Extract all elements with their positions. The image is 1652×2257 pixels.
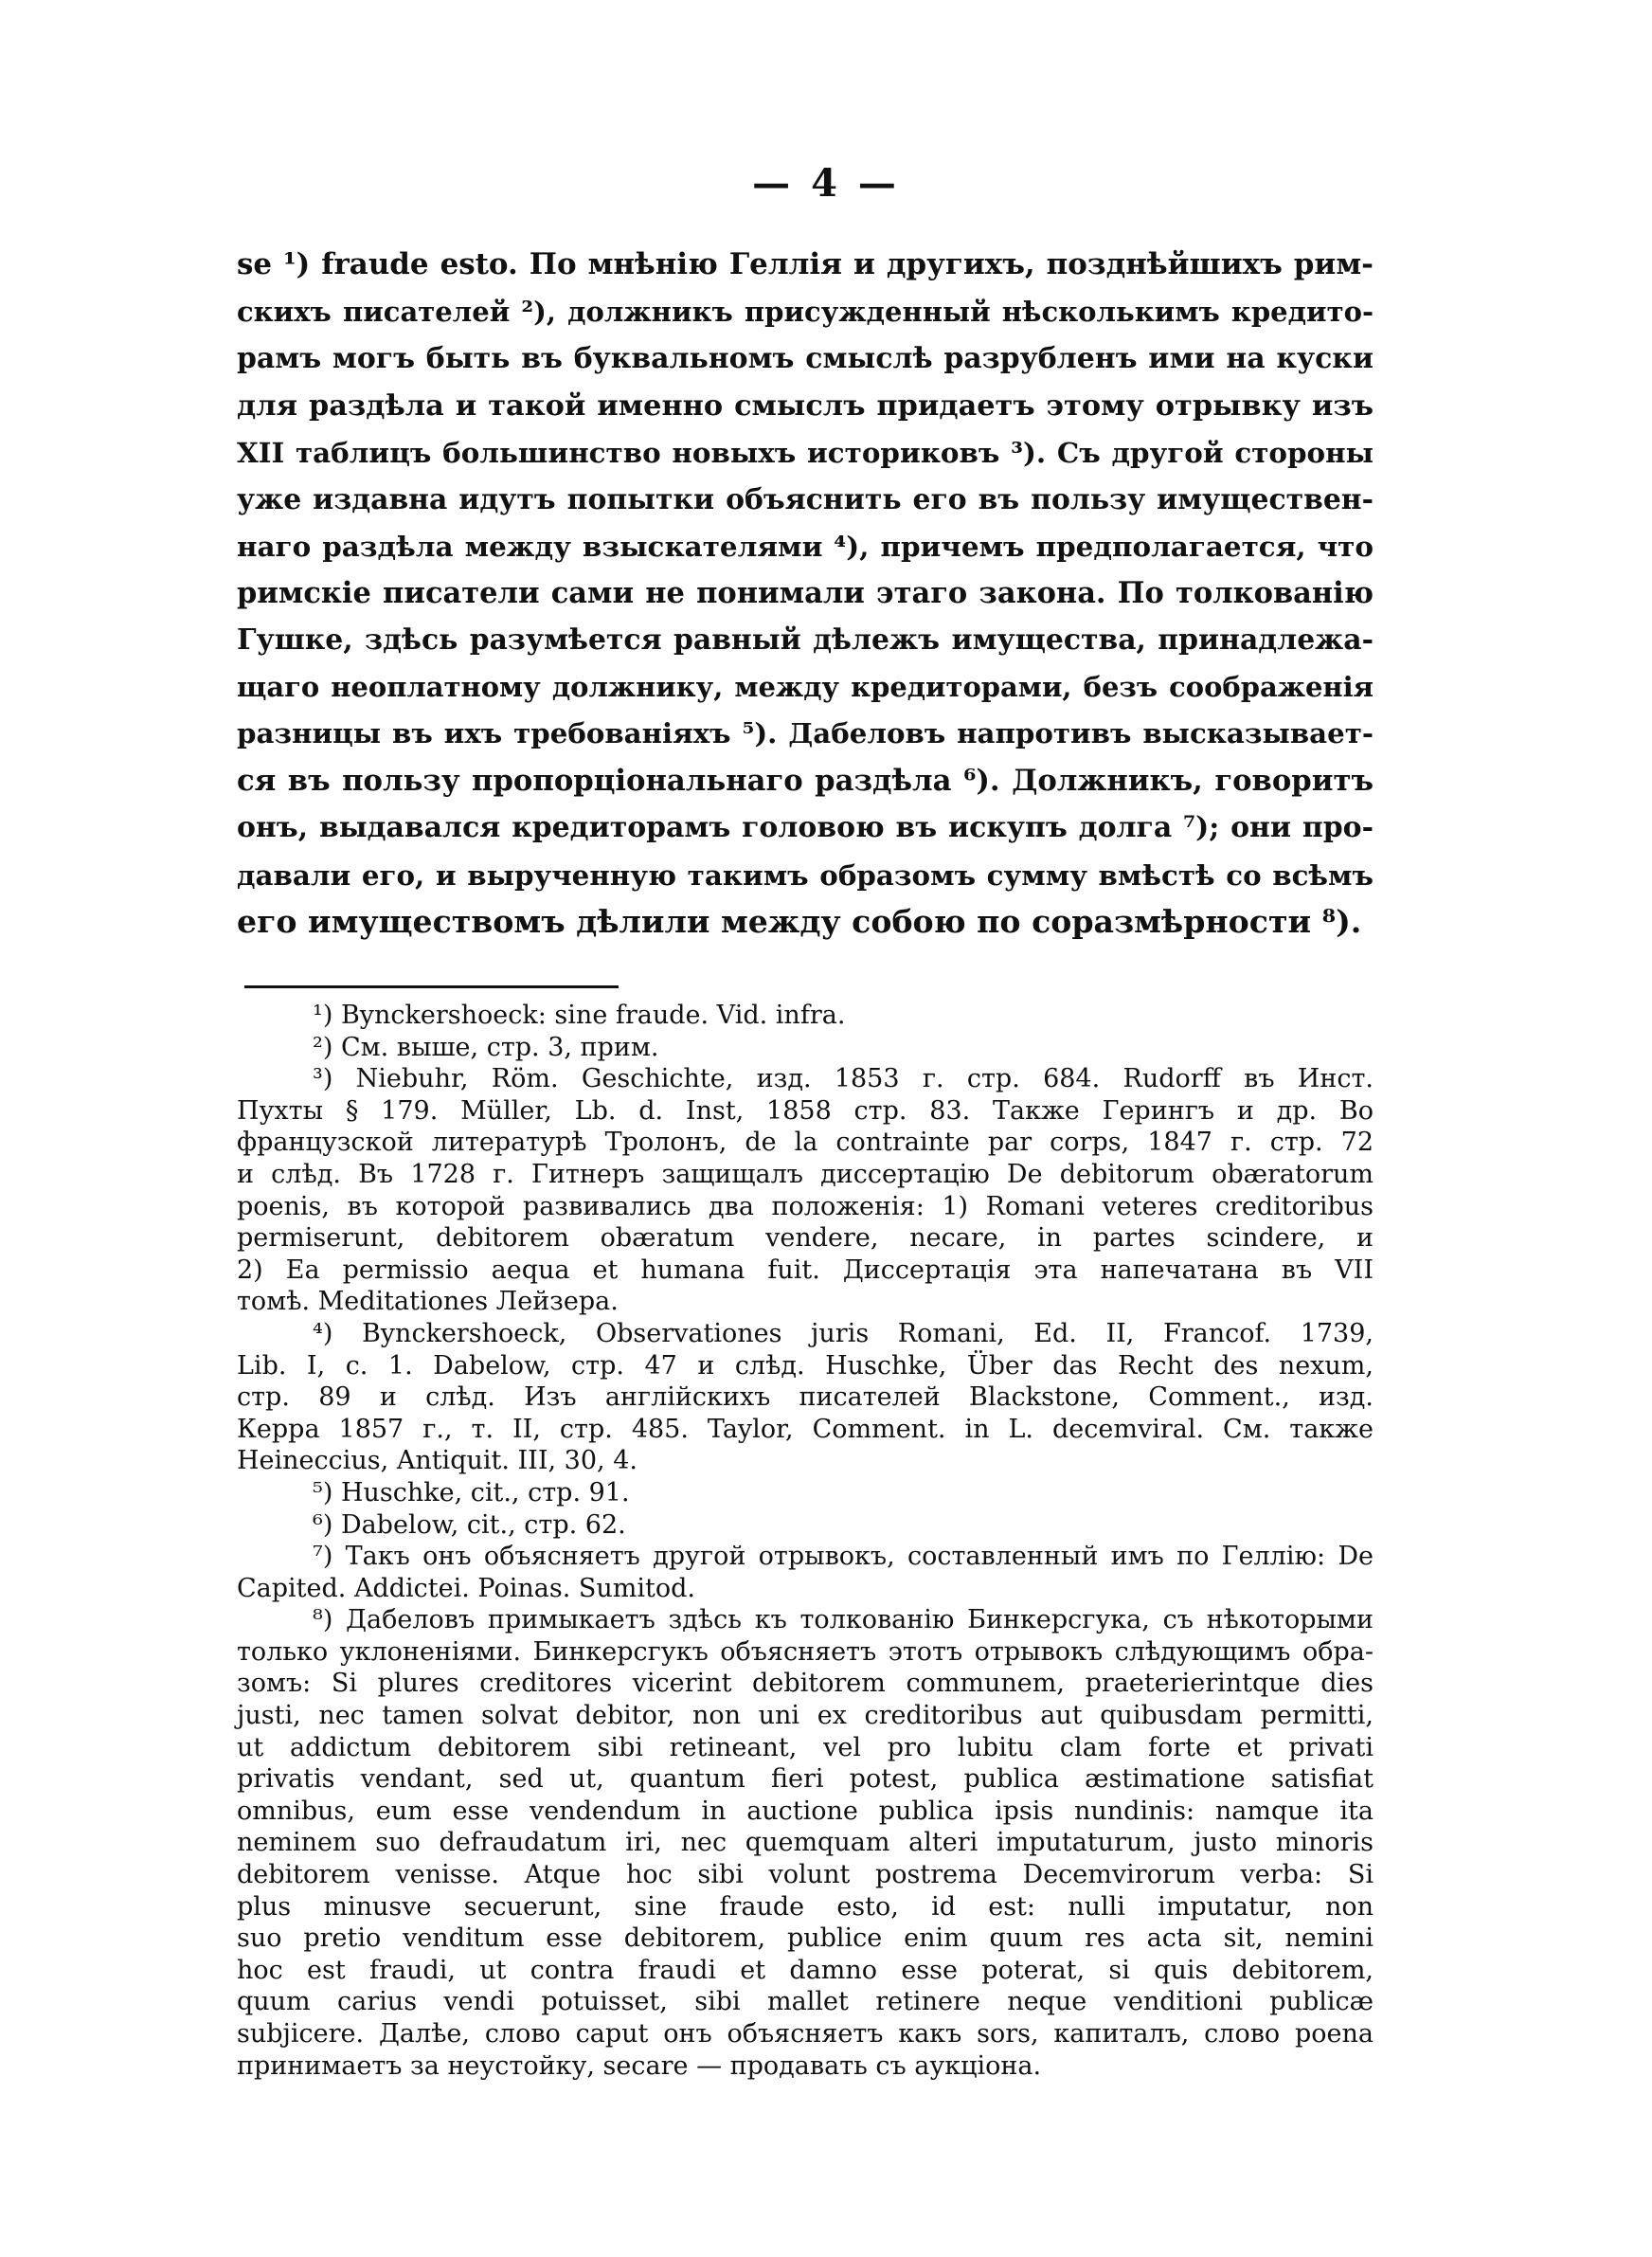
main-text-line: онъ, выдавался кредиторамъ головою въ искупъ долга ⁷); они про- xyxy=(237,811,1374,844)
footnote-line: только уклоненіями. Бинкерсгукъ объясняетъ этотъ отрывокъ слѣдующимъ обра- xyxy=(237,1636,1374,1667)
footnote-line: томѣ. Meditationes Лейзера. xyxy=(237,1287,619,1317)
footnote-line: ²) См. выше, стр. 3, прим. xyxy=(313,1032,659,1062)
footnote-line: debitorem venisse. Atque hoc sibi volunt postrema Decemvirorum verba: Si xyxy=(237,1860,1374,1890)
main-text-line: XII таблицъ большинство новыхъ историковъ ³). Съ другой стороны xyxy=(237,436,1374,469)
footnote-line: neminem suo defraudatum iri, nec quemquam alteri imputaturum, justo minoris xyxy=(237,1828,1374,1858)
footnote-line: Lib. I, c. 1. Dabelow, стр. 47 и слѣд. Huschke, Über das Recht des nexum, xyxy=(237,1350,1374,1381)
main-text-line: щаго неоплатному должнику, между кредиторами, безъ соображенія xyxy=(237,670,1374,703)
main-text-line: давали его, и вырученную такимъ образомъ сумму вмѣстѣ со всѣмъ xyxy=(237,858,1374,892)
footnote-line: ⁶) Dabelow, cit., стр. 62. xyxy=(313,1509,626,1540)
footnote-line: ut addictum debitorem sibi retineant, vel pro lubitu clam forte et privati xyxy=(237,1732,1374,1762)
main-text-line: наго раздѣла между взыскателями ⁴), причемъ предполагается, что xyxy=(237,530,1374,563)
footnote-line: ³) Niebuhr, Röm. Geschichte, изд. 1853 г. стр. 684. Rudorff въ Инст. xyxy=(313,1064,1374,1094)
footnote-line: ⁸) Дабеловъ примыкаетъ здѣсь къ толкованію Бинкерсгука, съ нѣкоторыми xyxy=(313,1605,1374,1635)
footnote-line: ¹) Bynckershoeck: sine fraude. Vid. infra. xyxy=(313,1001,846,1030)
footnote-line: quum carius vendi potuisset, sibi mallet retinere neque venditioni publicæ xyxy=(237,1987,1374,2017)
main-text-line: его имуществомъ дѣлили между собою по соразмѣрности ⁸). xyxy=(237,903,1362,940)
main-text xyxy=(237,242,1374,946)
footnote-line: privatis vendant, sed ut, quantum fieri potest, publica æstimatione satisfiat xyxy=(237,1764,1374,1795)
footnote-line: Керра 1857 г., т. II, стр. 485. Taylor, Comment. in L. decemviral. См. также xyxy=(237,1414,1374,1444)
main-text-line: рамъ могъ быть въ буквальномъ смыслѣ разрубленъ ими на куски xyxy=(237,342,1374,375)
footnote-line: plus minusve secuerunt, sine fraude esto, id est: nulli imputatur, non xyxy=(237,1891,1374,1922)
footnote-line: Capited. Addictei. Poinas. Sumitod. xyxy=(237,1573,695,1603)
footnote-line: poenis, въ которой развивались два положенія: 1) Romani veteres creditoribus xyxy=(237,1191,1374,1221)
footnote-line: ⁵) Huschke, cit., стр. 91. xyxy=(313,1477,630,1508)
footnote-line: и слѣд. Въ 1728 г. Гитнеръ защищалъ диссертацію De debitorum obæratorum xyxy=(237,1159,1374,1189)
footnotes xyxy=(237,1000,1374,2082)
footnote-line: justi, nec tamen solvat debitor, non uni ex creditoribus aut quibusdam permitti, xyxy=(237,1701,1374,1731)
footnote-separator xyxy=(244,985,619,988)
footnote-line: subjicere. Далѣе, слово caput онъ объясняетъ какъ sors, капиталъ, слово poena xyxy=(237,2019,1374,2049)
footnote-line: omnibus, eum esse vendendum in auctione publica ipsis nundinis: namque ita xyxy=(237,1796,1374,1826)
footnote-line: hoc est fraudi, ut contra fraudi et damno esse poterat, si quis debitorem, xyxy=(237,1955,1374,1985)
main-text-line: Гушке, здѣсь разумѣется равный дѣлежъ имущества, принадлежа- xyxy=(237,623,1374,657)
main-text-line: se ¹) fraude esto. По мнѣнію Геллія и другихъ, позднѣйшихъ рим- xyxy=(237,247,1374,281)
main-text-line: уже издавна идутъ попытки объяснить его въ пользу имуществен- xyxy=(237,482,1374,516)
main-text-line: ся въ пользу пропорціональнаго раздѣла ⁶). Должникъ, говоритъ xyxy=(237,763,1374,798)
main-text-line: разницы въ ихъ требованіяхъ ⁵). Дабеловъ напротивъ высказывает- xyxy=(237,717,1374,749)
footnote-line: французской литературѣ Тролонъ, de la contrainte par corps, 1847 г. стр. 72 xyxy=(237,1128,1374,1158)
footnote-line: 2) Ea permissio aequa et humana fuit. Диссертація эта напечатана въ VII xyxy=(237,1255,1374,1285)
footnote-line: ⁴) Bynckershoeck, Observationes juris Romani, Ed. II, Francof. 1739, xyxy=(313,1318,1374,1348)
page-number: — 4 — xyxy=(752,161,900,206)
footnote-line: suo pretio venditum esse debitorem, publice enim quum res acta sit, nemini xyxy=(237,1923,1374,1954)
footnote-line: Heineccius, Antiquit. III, 30, 4. xyxy=(237,1446,637,1476)
footnote-line: принимаетъ за неустойку, secare — продавать съ аукціона. xyxy=(237,2050,1042,2081)
footnote-line: Пухты § 179. Müller, Lb. d. Inst, 1858 стр. 83. Также Герингъ и др. Во xyxy=(237,1095,1374,1126)
main-text-line: для раздѣла и такой именно смыслъ придаетъ этому отрывку изъ xyxy=(237,388,1374,423)
footnote-line: зомъ: Si plures creditores vicerint debitorem communem, praeterierintque dies xyxy=(237,1669,1374,1699)
footnote-line: ⁷) Такъ онъ объясняетъ другой отрывокъ, составленный имъ по Геллію: De xyxy=(313,1542,1374,1572)
footnote-line: стр. 89 и слѣд. Изъ англійскихъ писателей Blackstone, Comment., изд. xyxy=(237,1382,1374,1413)
footnote-line: permiserunt, debitorem obæratum vendere, necare, in partes scindere, и xyxy=(237,1223,1374,1254)
main-text-line: римскіе писатели сами не понимали этаго закона. По толкованію xyxy=(237,575,1374,610)
main-text-line: скихъ писателей ²), должникъ присужденный нѣсколькимъ кредито- xyxy=(237,295,1374,328)
